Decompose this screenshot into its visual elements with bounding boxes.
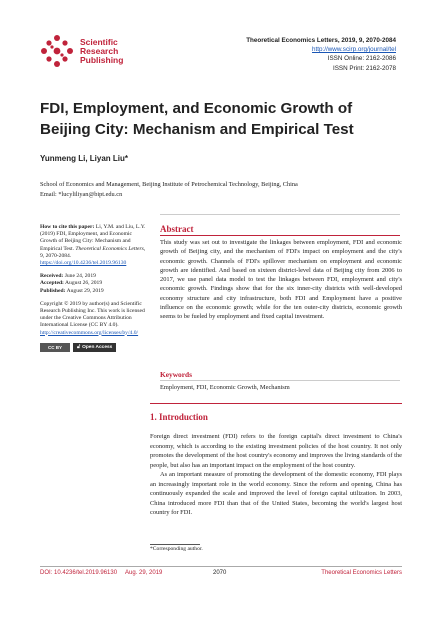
intro-body: [150, 432, 402, 518]
affiliation: School of Economics and Management, Beijing Institute of Petrochemical Technology, Beijing, China: [40, 181, 298, 188]
abstract-top-rule: [160, 214, 400, 215]
issn-print: ISSN Print: 2162-2078: [332, 64, 396, 72]
citation-block: How to cite this paper: Li, Y.M. and Liu, L.Y. (2019) FDI, Employment, and Economic Growth of Beijing City: Mechanism and Empirical Test. Theoretical Economics Letters, 9, 2070-2084. https://doi.org/10.4236/tel.2019.96130: [40, 224, 146, 267]
dates-block: Received: June 24, 2019 Accepted: August 26, 2019 Published: August 29, 2019: [40, 273, 104, 294]
keywords-heading: Keywords: [160, 370, 193, 379]
publisher-logo-icon: [40, 34, 74, 68]
authors: Yunmeng Li, Liyan Liu*: [40, 154, 129, 163]
open-access-badge: 🔓︎ Open Access: [73, 343, 116, 352]
doi-link[interactable]: https://doi.org/10.4236/tel.2019.96130: [40, 260, 127, 267]
footer-journal: Theoretical Economics Letters: [321, 570, 402, 576]
paper-title: FDI, Employment, and Economic Growth of Beijing City: Mechanism and Empirical Test: [40, 100, 354, 138]
intro-heading: 1. Introduction: [150, 412, 208, 422]
affiliation-block: [40, 180, 298, 199]
author-email: Email: *lucyliliyan@bipt.edu.cn: [40, 190, 123, 198]
intro-paragraph-1: Foreign direct investment (FDI) refers to the foreign capital's direct investment to China's economy, which is according to the existing investment policies of the host country. It not only promotes the development of the host country's economy and improves the living standards of the people, but also has an important impact on the employment of the host country.: [150, 433, 402, 469]
article-sidebar: [40, 224, 150, 352]
keywords-rule: [160, 380, 400, 381]
footnote-rule: [150, 544, 200, 545]
publisher-name: Scientific Research Publishing: [80, 37, 124, 65]
abstract-heading: Abstract: [160, 224, 194, 234]
license-badges: [40, 343, 150, 352]
footer-date: Aug. 29, 2019: [125, 570, 163, 576]
footer-rule: [40, 566, 402, 567]
footer-doi: DOI: 10.4236/tel.2019.96130: [40, 570, 118, 576]
intro-paragraph-2: As an important measure of promoting the development of the domestic economy, FDI plays an increasingly important role in the world economy. Since the reform and opening, China has continuously expanded the scale and improved the level of foreign capital utilization. In 2003, China introduced more FDI than that of the United States, becoming the world's largest host country for FDI.: [150, 471, 402, 516]
footnote: *Corresponding author.: [150, 546, 203, 552]
abstract-rule: [160, 235, 400, 236]
intro-top-rule: [150, 403, 402, 404]
issn-online: ISSN Online: 2162-2086: [327, 55, 396, 63]
license-link[interactable]: http://creativecommons.org/licenses/by/4.0/: [40, 329, 139, 336]
keywords-text: Employment, FDI, Economic Growth, Mechanism: [160, 384, 290, 391]
journal-citation: Theoretical Economics Letters, 2019, 9, 2070-2084: [246, 37, 396, 44]
journal-info: [246, 36, 396, 73]
copyright-block: Copyright © 2019 by author(s) and Scientific Research Publishing Inc. This work is licensed under the Creative Commons Attribution International License (CC BY 4.0). http://creativecommons.org/licenses/by/4.0/: [40, 300, 145, 336]
page-number: 2070: [213, 570, 227, 576]
journal-url-link[interactable]: http://www.scirp.org/journal/tel: [312, 46, 396, 54]
cc-by-badge[interactable]: CC BY: [40, 343, 70, 352]
publisher-logo: [40, 34, 180, 68]
abstract-text: This study was set out to investigate the linkages between employment, FDI and economic growth of Beijing city, and the mechanism of FDI's impact on employment and the city's economic growth. Channels of FDI's spillover mechanism on employment and economic growth are identified. And based on sixteen district-level data of Beijing city from 2006 to 2017, we use panel data model to test the linkages between FDI, employment and city's economic growth. Findings show that for the six inner-city districts with well-developed economy structure and city infrastructure, both FDI and Employment have a positive influence on the economic growth; while for the ten outer-city districts, economic growth seems to be fueled by employment and fixed capital investment.: [160, 239, 402, 321]
open-access-icon: 🔓︎: [77, 344, 81, 350]
